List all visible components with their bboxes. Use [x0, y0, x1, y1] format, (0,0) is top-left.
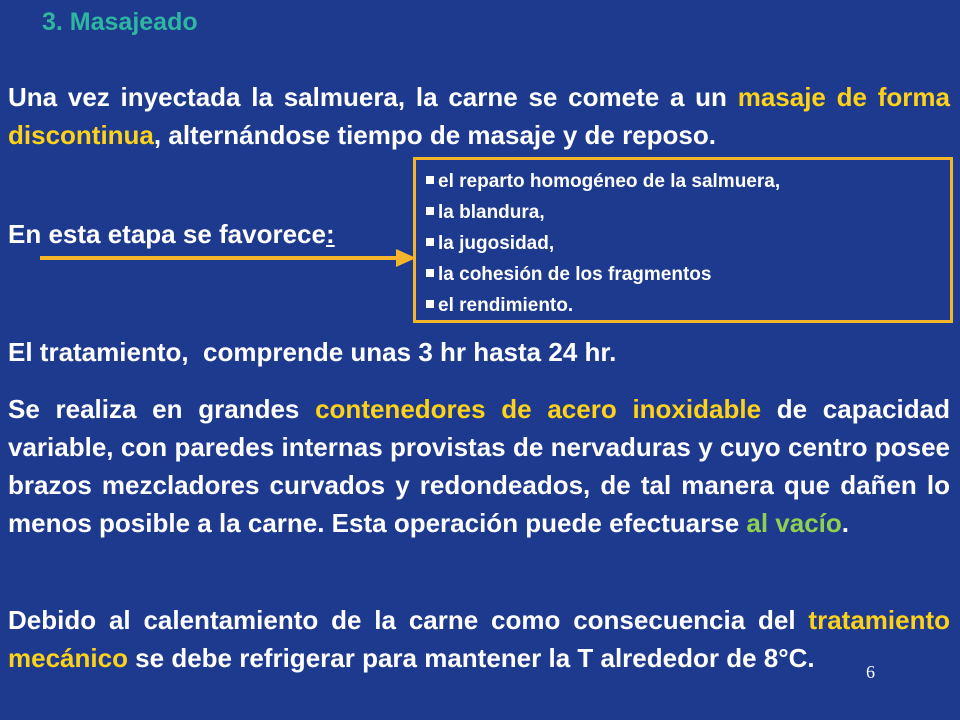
cooling-text-end: se debe refrigerar para mantener la T alrededor de 8°C. [127, 643, 815, 673]
containers-paragraph [8, 390, 950, 542]
bullet-icon [426, 176, 434, 184]
benefit-label: la blandura, [438, 202, 545, 223]
benefits-list [426, 166, 950, 321]
favors-colon: : [325, 219, 335, 249]
page-number: 6 [866, 662, 875, 682]
containers-text-start: Se realiza en grandes [8, 394, 316, 424]
containers-text-mid: de capacidad variable, con paredes internas provistas de nervaduras y cuyo centro posee brazos mezcladores curvados y redondeados, de tal manera que dañen lo menos posible a la carne. Esta operación puede efectuarse [8, 394, 950, 538]
bullet-icon [426, 238, 434, 246]
benefit-label: el rendimiento. [438, 295, 574, 316]
benefit-label: la jugosidad, [438, 233, 555, 254]
intro-paragraph [8, 78, 950, 154]
slide-title: 3. Masajeado [42, 8, 198, 36]
list-item [426, 290, 950, 321]
containers-text-end: . [841, 508, 850, 538]
list-item [426, 259, 950, 290]
benefit-label: la cohesión de los fragmentos [438, 264, 712, 285]
intro-highlight: masaje de forma discontinua [8, 82, 950, 150]
benefits-box [413, 157, 953, 323]
treatment-paragraph: El tratamiento, comprende unas 3 hr hasta 24 hr. [8, 337, 617, 367]
favors-text: En esta etapa se favorece [8, 219, 326, 249]
arrow-icon [38, 246, 418, 270]
bullet-icon [426, 300, 434, 308]
bullet-icon [426, 207, 434, 215]
cooling-text-start: Debido al calentamiento de la carne como consecuencia del [8, 605, 809, 635]
list-item [426, 197, 950, 228]
bullet-icon [426, 269, 434, 277]
vacuum-highlight: al vacío [746, 508, 842, 538]
cooling-highlight: tratamiento mecánico [8, 605, 950, 673]
containers-highlight: contenedores de acero inoxidable [315, 394, 762, 424]
list-item [426, 228, 950, 259]
benefit-label: el reparto homogéneo de la salmuera, [438, 171, 781, 192]
list-item [426, 166, 950, 197]
intro-text-start: Una vez inyectada la salmuera, la carne se comete a un [8, 82, 738, 112]
intro-text-end: , alternándose tiempo de masaje y de reposo. [153, 120, 716, 150]
cooling-paragraph [8, 601, 950, 677]
